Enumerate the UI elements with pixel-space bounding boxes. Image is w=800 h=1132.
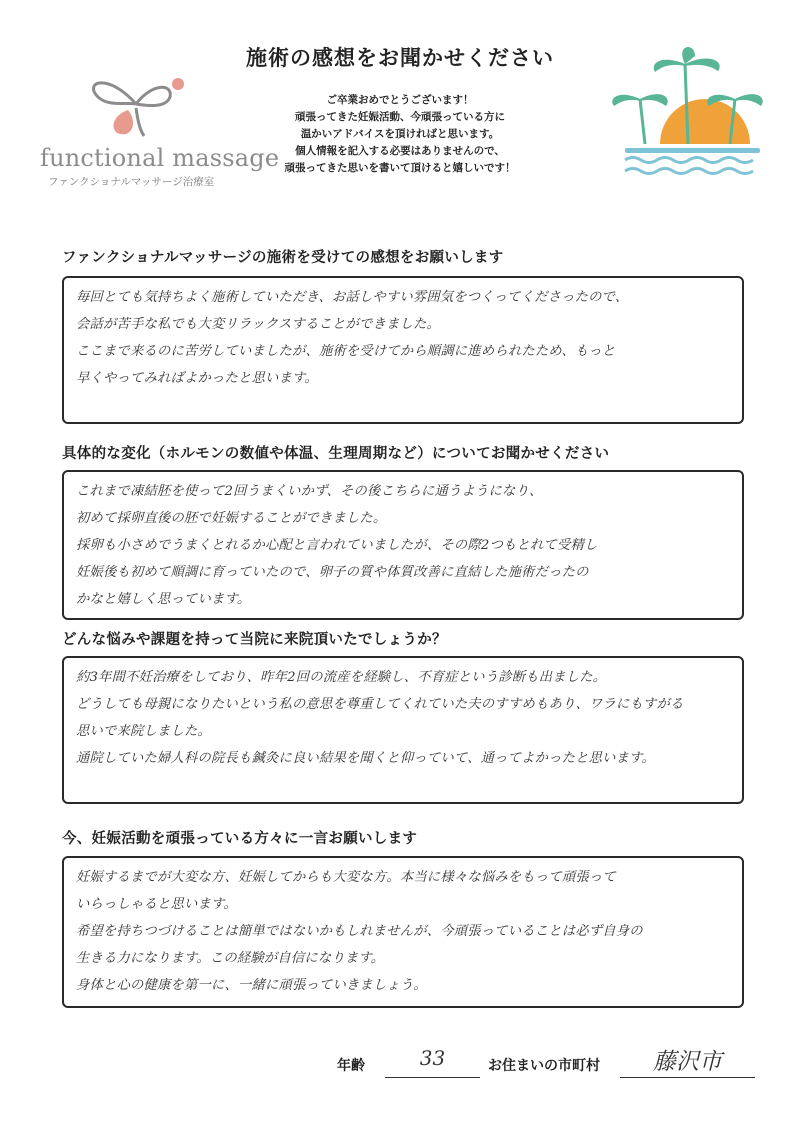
page-title: 施術の感想をお聞かせください xyxy=(246,46,554,70)
answer-line: 会話が苦手な私でも大変リラックスすることができました。 xyxy=(76,317,441,332)
city-underline xyxy=(620,1077,755,1078)
answer-line: 約3年間不妊治療をしており、昨年2回の流産を経験し、不育症という診断も出ました。 xyxy=(76,670,607,685)
answer-line: 妊娠後も初めて順調に育っていたので、卵子の質や体質改善に直結した施術だったの xyxy=(76,565,589,580)
answer-line: かなと嬉しく思っています。 xyxy=(76,592,251,607)
intro-line: 温かいアドバイスを頂ければと思います。 xyxy=(300,128,500,140)
answer-line: 妊娠するまでが大変な方、妊娠してからも大変な方。本当に様々な悩みをもって頑張って xyxy=(76,870,616,885)
answer-line: 通院していた婦人科の院長も鍼灸に良い結果を聞くと仰っていて、通ってよかったと思います。 xyxy=(76,751,656,766)
intro-message xyxy=(250,92,550,177)
clinic-logo xyxy=(38,62,280,188)
answer-line: 初めて採卵直後の胚で妊娠することができました。 xyxy=(76,511,387,526)
age-underline xyxy=(385,1077,480,1078)
answer-line: いらっしゃると思います。 xyxy=(76,897,237,912)
answer-line: ここまで来るのに苦労していましたが、施術を受けてから順調に進められたため、もっと xyxy=(76,344,616,359)
answer-line: 生きる力になります。この経験が自信になります。 xyxy=(76,951,385,966)
answer-box-impression xyxy=(62,276,744,424)
city-label: お住まいの市町村 xyxy=(488,1058,600,1074)
answer-line: どうしても母親になりたいという私の意思を尊重してくれていた夫のすすめもあり、ワラにもすがる xyxy=(76,697,684,712)
intro-line: 頑張ってきた妊娠活動、今頑張っている方に xyxy=(295,111,505,123)
answer-line: 早くやってみればよかったと思います。 xyxy=(76,371,318,386)
answer-line: 希望を持ちつづけることは簡単ではないかもしれませんが、今頑張っていることは必ず自身の xyxy=(76,924,643,939)
palm-tree-sunset-icon xyxy=(600,44,770,184)
age-label: 年齢 xyxy=(337,1058,365,1074)
question-message: 今、妊娠活動を頑張っている方々に一言お願いします xyxy=(62,831,418,847)
answer-box-changes xyxy=(62,470,744,620)
answer-line: 身体と心の健康を第一に、一緒に頑張っていきましょう。 xyxy=(76,978,427,993)
intro-line: 頑張ってきた思いを書いて頂けると嬉しいです！ xyxy=(284,162,516,174)
answer-box-concerns xyxy=(62,656,744,804)
answer-line: 毎回とても気持ちよく施術していただき、お話しやすい雰囲気をつくってくださったので、 xyxy=(76,290,629,305)
logo-subtitle: ファンクショナルマッサージ治療室 xyxy=(48,176,215,188)
intro-line: ご卒業おめでとうございます！ xyxy=(326,94,474,106)
answer-box-message xyxy=(62,856,744,1008)
question-impression: ファンクショナルマッサージの施術を受けての感想をお願いします xyxy=(62,250,504,266)
question-changes: 具体的な変化（ホルモンの数値や体温、生理周期など）についてお聞かせください xyxy=(62,446,610,462)
city-value: 藤沢市 xyxy=(653,1049,722,1075)
intro-line: 個人情報を記入する必要はありませんので、 xyxy=(295,145,505,157)
butterfly-logo-icon xyxy=(78,62,198,142)
age-value: 33 xyxy=(419,1046,446,1070)
answer-line: 採卵も小さめでうまくとれるか心配と言われていましたが、その際2つもとれて受精し xyxy=(76,538,598,553)
question-concerns: どんな悩みや課題を持って当院に来院頂いたでしょうか？ xyxy=(62,632,447,648)
answer-line: 思いで来院しました。 xyxy=(76,724,211,739)
answer-line: これまで凍結胚を使って2回うまくいかず、その後こちらに通うようになり、 xyxy=(76,484,543,499)
logo-wordmark: functional massage xyxy=(40,144,280,172)
